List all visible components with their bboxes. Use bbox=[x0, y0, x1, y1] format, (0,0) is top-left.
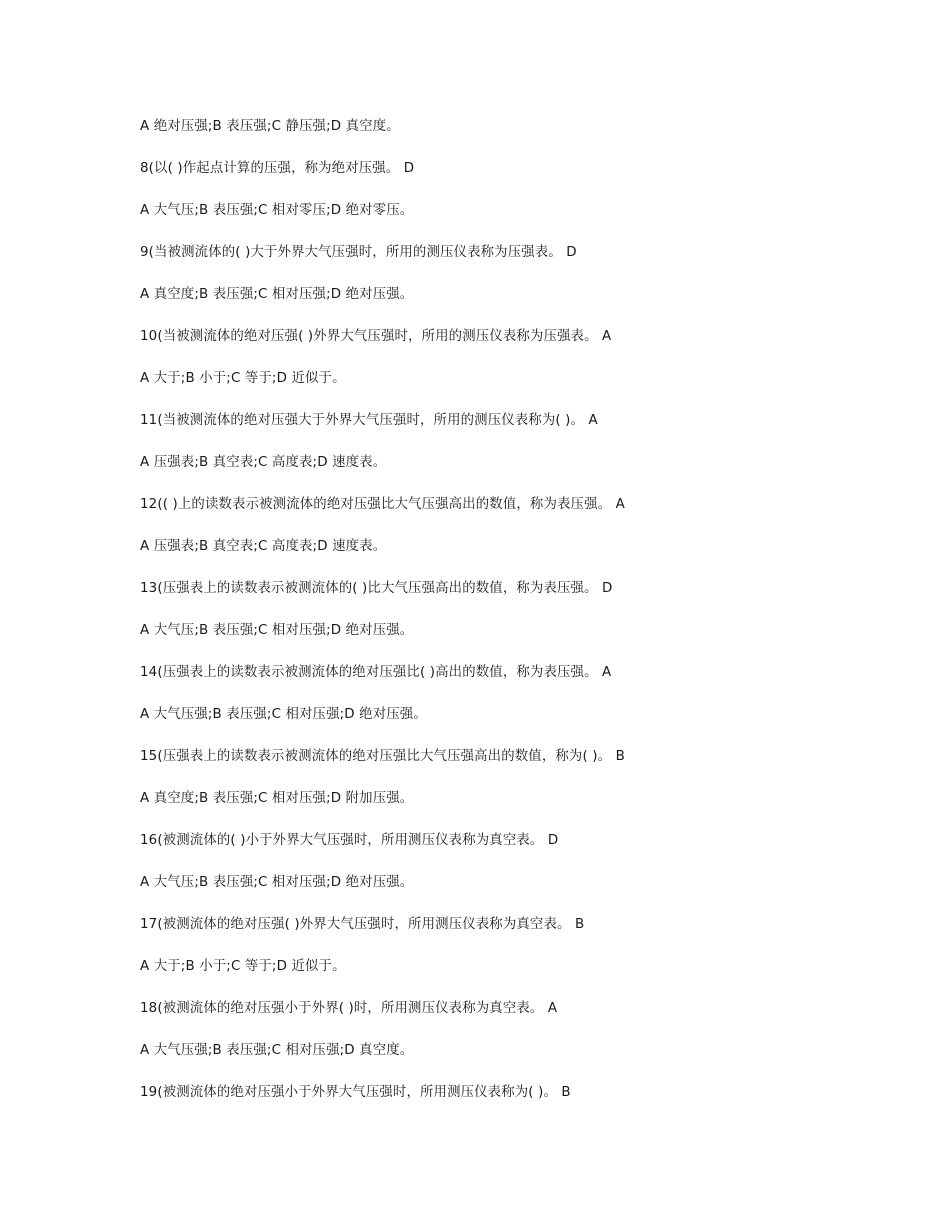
question-line-13: 13(压强表上的读数表示被测流体的( )比大气压强高出的数值，称为表压强。 D bbox=[140, 581, 613, 596]
options-line-7: A 绝对压强;B 表压强;C 静压强;D 真空度。 bbox=[140, 119, 400, 134]
question-line-18: 18(被测流体的绝对压强小于外界( )时，所用测压仪表称为真空表。 A bbox=[140, 1001, 558, 1016]
question-line-10: 10(当被测流体的绝对压强( )外界大气压强时，所用的测压仪表称为压强表。 A bbox=[140, 329, 612, 344]
question-line-16: 16(被测流体的( )小于外界大气压强时，所用测压仪表称为真空表。 D bbox=[140, 833, 559, 848]
options-line-12: A 压强表;B 真空表;C 高度表;D 速度表。 bbox=[140, 539, 387, 554]
question-list bbox=[140, 116, 900, 1124]
options-line-16: A 大气压;B 表压强;C 相对压强;D 绝对压强。 bbox=[140, 875, 414, 890]
options-line-14: A 大气压强;B 表压强;C 相对压强;D 绝对压强。 bbox=[140, 707, 427, 722]
options-line-9: A 真空度;B 表压强;C 相对压强;D 绝对压强。 bbox=[140, 287, 414, 302]
options-line-11: A 压强表;B 真空表;C 高度表;D 速度表。 bbox=[140, 455, 387, 470]
question-line-14: 14(压强表上的读数表示被测流体的绝对压强比( )高出的数值，称为表压强。 A bbox=[140, 665, 612, 680]
question-line-12: 12(( )上的读数表示被测流体的绝对压强比大气压强高出的数值，称为表压强。 A bbox=[140, 497, 625, 512]
question-line-9: 9(当被测流体的( )大于外界大气压强时，所用的测压仪表称为压强表。 D bbox=[140, 245, 577, 260]
options-line-8: A 大气压;B 表压强;C 相对零压;D 绝对零压。 bbox=[140, 203, 414, 218]
options-line-13: A 大气压;B 表压强;C 相对压强;D 绝对压强。 bbox=[140, 623, 414, 638]
question-line-19: 19(被测流体的绝对压强小于外界大气压强时，所用测压仪表称为( )。 B bbox=[140, 1085, 571, 1100]
question-line-8: 8(以( )作起点计算的压强，称为绝对压强。 D bbox=[140, 161, 415, 176]
options-line-10: A 大于;B 小于;C 等于;D 近似于。 bbox=[140, 371, 346, 386]
options-line-15: A 真空度;B 表压强;C 相对压强;D 附加压强。 bbox=[140, 791, 414, 806]
options-line-18: A 大气压强;B 表压强;C 相对压强;D 真空度。 bbox=[140, 1043, 414, 1058]
question-line-11: 11(当被测流体的绝对压强大于外界大气压强时，所用的测压仪表称为( )。 A bbox=[140, 413, 598, 428]
question-line-15: 15(压强表上的读数表示被测流体的绝对压强比大气压强高出的数值，称为( )。 B bbox=[140, 749, 625, 764]
question-line-17: 17(被测流体的绝对压强( )外界大气压强时，所用测压仪表称为真空表。 B bbox=[140, 917, 585, 932]
options-line-17: A 大于;B 小于;C 等于;D 近似于。 bbox=[140, 959, 346, 974]
